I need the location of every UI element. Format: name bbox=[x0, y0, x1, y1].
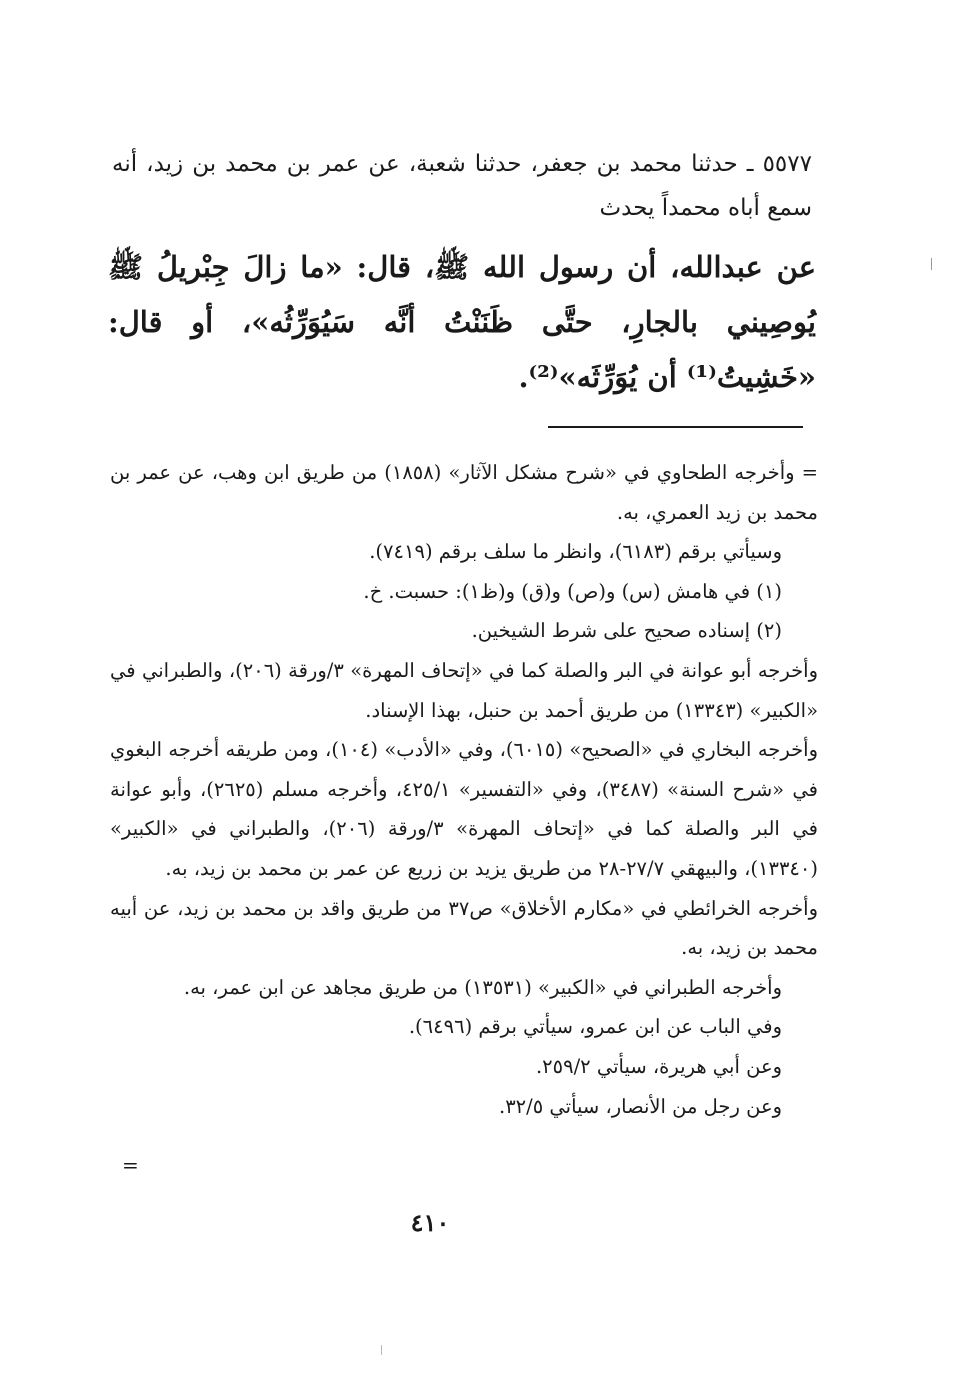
continuation-mark: = bbox=[122, 1153, 139, 1177]
margin-tick bbox=[931, 258, 932, 270]
footnote-line: وأخرجه الطبراني في «الكبير» (١٣٥٣١) من طريق مجاهد عن ابن عمر، به. bbox=[183, 975, 782, 999]
page-number: ٤١٠ bbox=[410, 1208, 450, 1237]
footnote-line: وسيأتي برقم (٦١٨٣)، وانظر ما سلف برقم (٧٤١٩). bbox=[369, 540, 782, 564]
footnote-line: (٢) إسناده صحيح على شرط الشيخين. bbox=[471, 619, 782, 643]
footnote-line: وأخرجه أبو عوانة في البر والصلة كما في «إتحاف المهرة» ٣/ورقة (٢٠٦)، والطبراني في «الكبير» (١٣٣٤٣) من طريق أحمد بن حنبل، بهذا الإسناد. bbox=[110, 658, 818, 722]
hadith-matn: عن عبدالله، أن رسول الله ﷺ، قال: «ما زالَ جِبْريلُ ﷺ يُوصِيني بالجارِ، حتَّى ظَنَنْتُ أنَّه سَيُوَرِّثُه»، أو قال: «خَشِيتُ⁽¹⁾ أن يُوَرِّثَه»⁽²⁾. bbox=[108, 250, 816, 394]
footnote-separator bbox=[548, 426, 803, 428]
margin-tick bbox=[381, 1345, 382, 1355]
footnote-line: وعن أبي هريرة، سيأتي ٢٥٩/٢. bbox=[535, 1054, 782, 1078]
footnote-line: (١) في هامش (س) و(ص) و(ق) و(ظ١): حسبت. خ. bbox=[363, 579, 782, 603]
footnote-line: وأخرجه الخرائطي في «مكارم الأخلاق» ص٣٧ من طريق واقد بن محمد بن زيد، عن أبيه محمد بن زيد، به. bbox=[110, 896, 818, 960]
footnote-line: وأخرجه البخاري في «الصحيح» (٦٠١٥)، وفي «الأدب» (١٠٤)، ومن طريقه أخرجه البغوي في «شرح السنة» (٣٤٨٧)، وفي «التفسير» ٤٢٥/١، وأخرجه مسلم (٢٦٢٥)، وأبو عوانة في البر والصلة كما في «إتحاف المهرة» ٣/ورقة (٢٠٦)، والطبراني في «الكبير» (١٣٣٤٠)، والبيهقي ٢٧/٧-٢٨ من طريق يزيد بن زريع عن عمر بن محمد بن زيد، به. bbox=[110, 738, 818, 880]
hadith-isnad: ٥٥٧٧ ـ حدثنا محمد بن جعفر، حدثنا شعبة، عن عمر بن محمد بن زيد، أنه سمع أباه محمداً يحدث bbox=[112, 151, 812, 221]
footnote-line: وعن رجل من الأنصار، سيأتي ٣٢/٥. bbox=[499, 1094, 782, 1118]
footnotes bbox=[110, 453, 818, 1126]
footnote-line: وفي الباب عن ابن عمرو، سيأتي برقم (٦٤٩٦). bbox=[408, 1015, 782, 1039]
footnote-line: = وأخرجه الطحاوي في «شرح مشكل الآثار» (١٨٥٨) من طريق ابن وهب، عن عمر بن محمد بن زيد العمري، به. bbox=[110, 461, 818, 524]
